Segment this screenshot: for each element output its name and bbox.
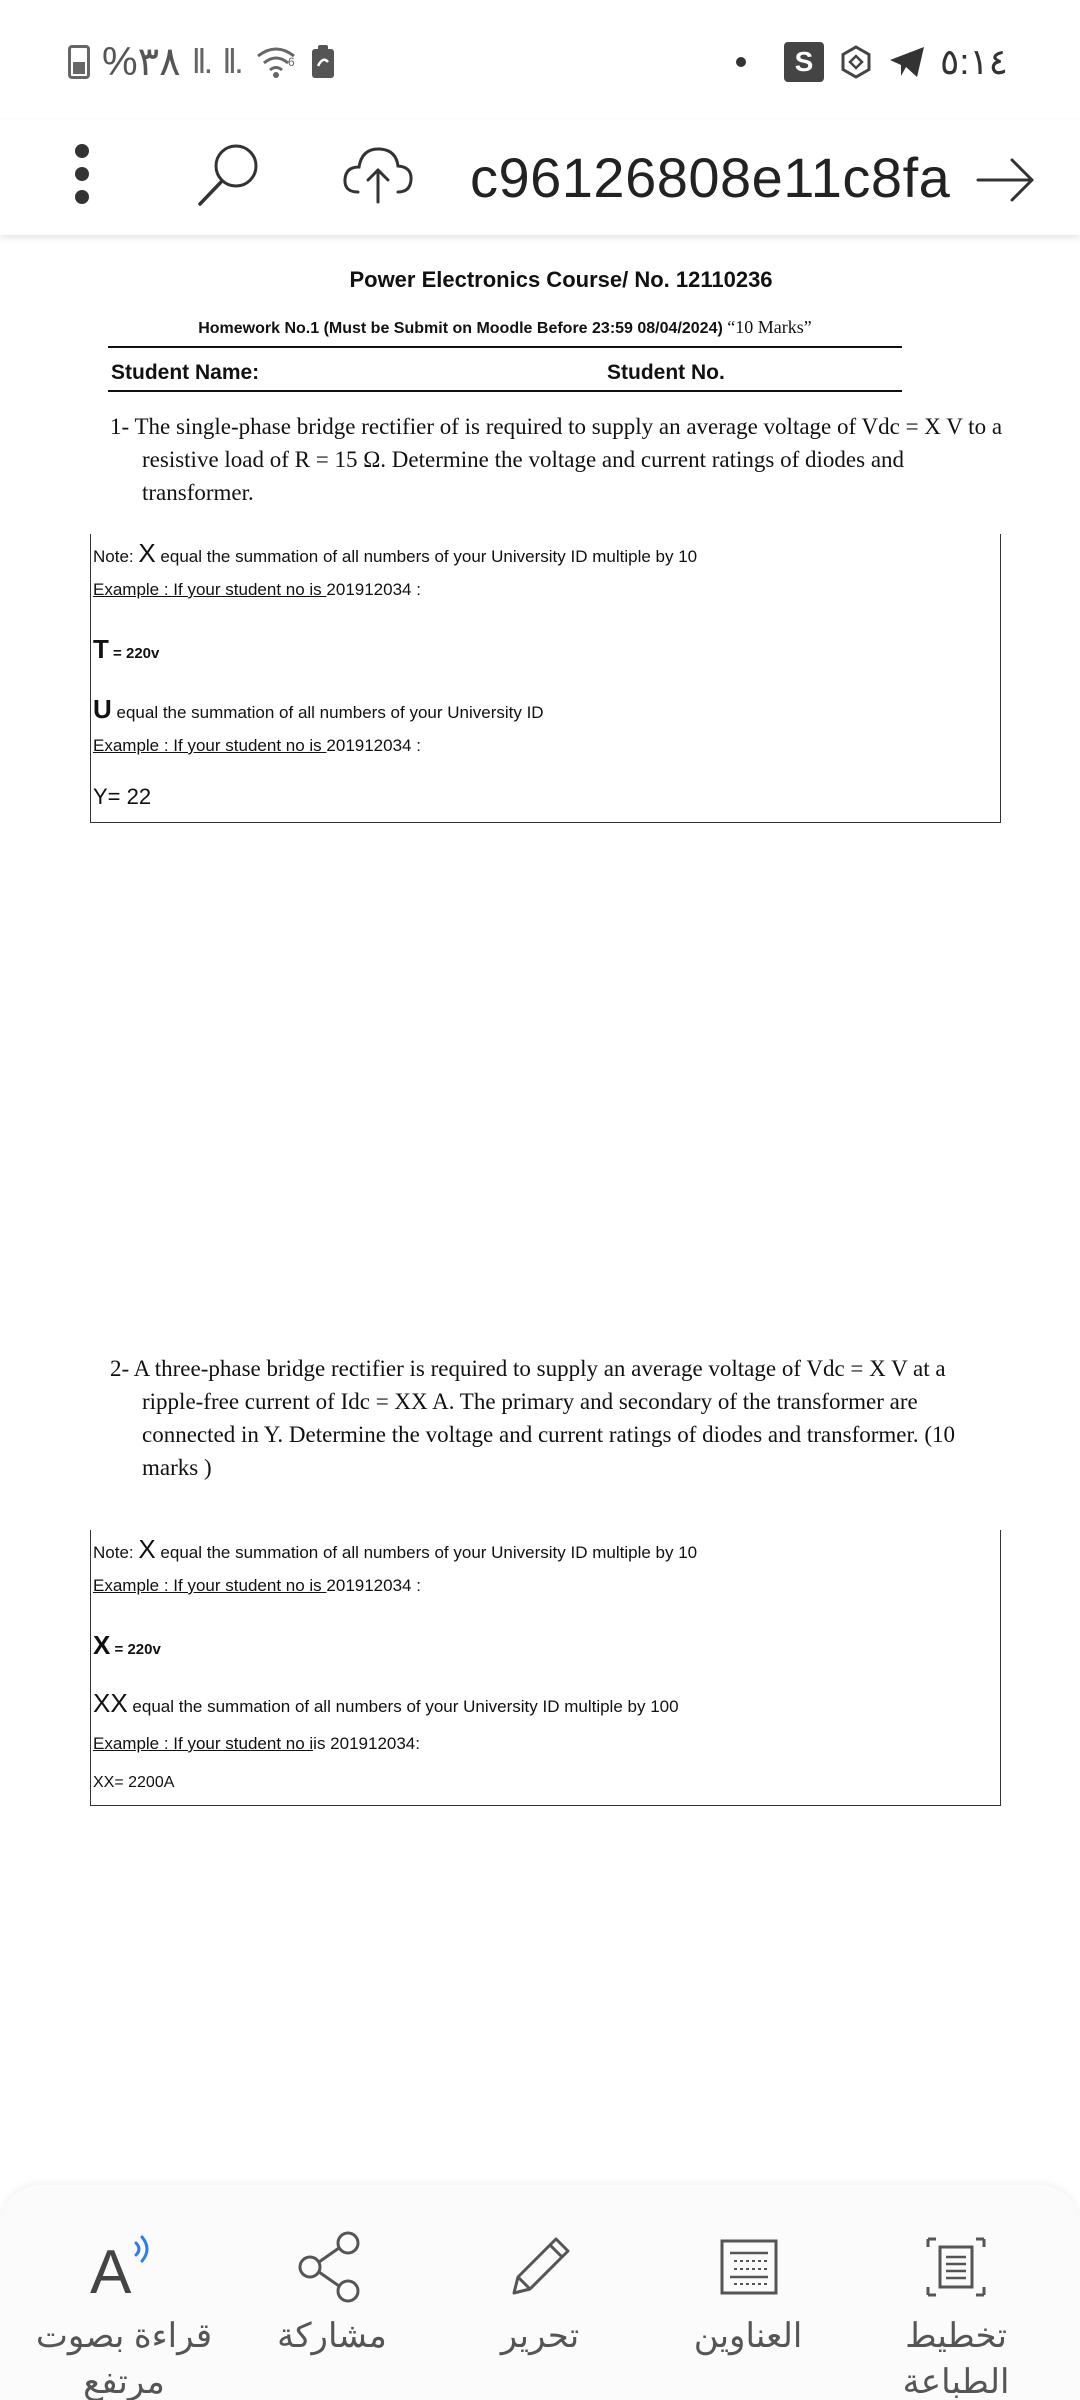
note-line	[93, 1630, 161, 1661]
course-title: Power Electronics Course/ No. 12110236	[349, 267, 773, 292]
note-box-1	[90, 534, 1001, 823]
question-1: 1- The single-phase bridge rectifier of is required to supply an average voltage of Vdc = X V to a resistive load of R = 15 Ω. Determine the voltage and current ratings of diodes and transformer.	[110, 414, 1003, 505]
print-layout-label: تخطيط الطباعة	[902, 2317, 1010, 2400]
note-variable: T	[93, 634, 109, 664]
example-value: 201912034 :	[326, 1576, 421, 1595]
note-line	[93, 538, 697, 569]
dot-icon	[75, 167, 89, 181]
student-info-row	[108, 356, 902, 392]
read-aloud-button[interactable]	[24, 2185, 224, 2400]
note-variable: XX	[93, 1688, 128, 1718]
battery-icon	[68, 45, 90, 79]
wifi-icon	[254, 44, 298, 80]
example-value: 201912034 :	[326, 580, 421, 599]
cloud-upload-button[interactable]	[340, 130, 416, 220]
homework-line	[108, 317, 902, 348]
example-label: Example : If your student no is	[93, 736, 327, 755]
bottom-action-bar	[0, 2185, 1080, 2400]
note-text: equal the summation of all numbers of your University ID multiple by 10	[155, 547, 698, 566]
wifi-label: 6	[287, 55, 295, 69]
note-text: equal the summation of all numbers of your University ID	[111, 703, 544, 722]
homework-title: Homework No.1 (Must be Submit on Moodle Before 23:59 08/04/2024)	[198, 320, 723, 337]
note-text: equal the summation of all numbers of your University ID multiple by 100	[127, 1697, 679, 1716]
note-text: equal the summation of all numbers of your University ID multiple by 10	[155, 1543, 698, 1562]
signal-icon: ll.	[192, 42, 212, 81]
svg-text:A: A	[90, 2238, 132, 2307]
pencil-icon	[500, 2227, 580, 2307]
note-variable: X	[138, 1534, 156, 1564]
edit-button[interactable]	[440, 2185, 640, 2400]
question-2: 2- A three-phase bridge rectifier is required to supply an average voltage of Vdc = X V at a ripple-free current of Idc = XX A. The primary and secondary of the transformer are connected in Y. Determine the voltage and current ratings of diodes and transformer. (10 marks )	[110, 1356, 956, 1480]
note-result: Y= 22	[93, 784, 152, 809]
battery-percent: %٣٨	[102, 40, 181, 84]
share-button[interactable]	[232, 2185, 432, 2400]
read-aloud-label: قراءة بصوت مرتفع	[35, 2317, 213, 2400]
note-value: = 220v	[110, 1641, 161, 1658]
homework-marks: “10 Marks”	[722, 317, 812, 337]
note-variable: X	[138, 538, 156, 568]
more-options-button[interactable]	[62, 134, 102, 214]
example-line	[93, 1734, 420, 1754]
student-name-label: Student Name:	[111, 361, 260, 384]
student-no-label: Student No.	[607, 361, 725, 384]
note-variable: U	[93, 694, 112, 724]
print-layout-icon	[916, 2227, 996, 2307]
note-box-2	[90, 1530, 1001, 1806]
note-line	[93, 1688, 679, 1719]
note-variable: X	[93, 1630, 111, 1660]
example-value: 201912034 :	[326, 736, 421, 755]
example-label: Example : If your student no is	[93, 1576, 327, 1595]
clock: ٥:١٤	[939, 41, 1008, 82]
example-value: is 201912034:	[313, 1734, 420, 1753]
notification-dot-icon	[736, 57, 746, 67]
share-label: مشاركة	[277, 2317, 387, 2355]
headings-label: العناوين	[693, 2317, 803, 2355]
dot-icon	[75, 144, 89, 158]
share-icon	[292, 2227, 372, 2307]
print-layout-button[interactable]	[856, 2185, 1056, 2400]
note-value: = 220v	[108, 645, 160, 662]
headings-icon	[708, 2227, 788, 2307]
document-title: c96126808e11c8fa	[470, 146, 951, 209]
note-line	[93, 1534, 697, 1565]
telegram-icon	[888, 45, 926, 79]
example-line	[93, 736, 421, 756]
s-app-icon: S	[784, 42, 824, 82]
example-line	[93, 1576, 421, 1596]
example-line	[93, 580, 421, 600]
search-button[interactable]	[190, 126, 270, 226]
example-label: Example : If your student no is	[93, 580, 327, 599]
forward-arrow-button[interactable]	[970, 140, 1040, 220]
example-label: Example : If your student no i	[93, 1734, 314, 1753]
dot-icon	[75, 190, 89, 204]
note-line	[93, 634, 159, 665]
note-line	[93, 694, 544, 725]
read-aloud-icon	[84, 2227, 164, 2307]
note-prefix: Note:	[93, 547, 139, 566]
note-result: XX= 2200A	[93, 1774, 175, 1791]
signal-icon-2: ll.	[223, 42, 242, 81]
status-left	[68, 36, 336, 88]
headings-button[interactable]	[648, 2185, 848, 2400]
status-bar	[0, 0, 1080, 120]
note-prefix: Note:	[93, 1543, 139, 1562]
status-right	[736, 36, 1008, 88]
edit-label: تحرير	[500, 2317, 580, 2355]
clipboard-app-icon	[310, 44, 336, 80]
hexagon-app-icon	[838, 44, 874, 80]
app-bar	[0, 120, 1080, 235]
